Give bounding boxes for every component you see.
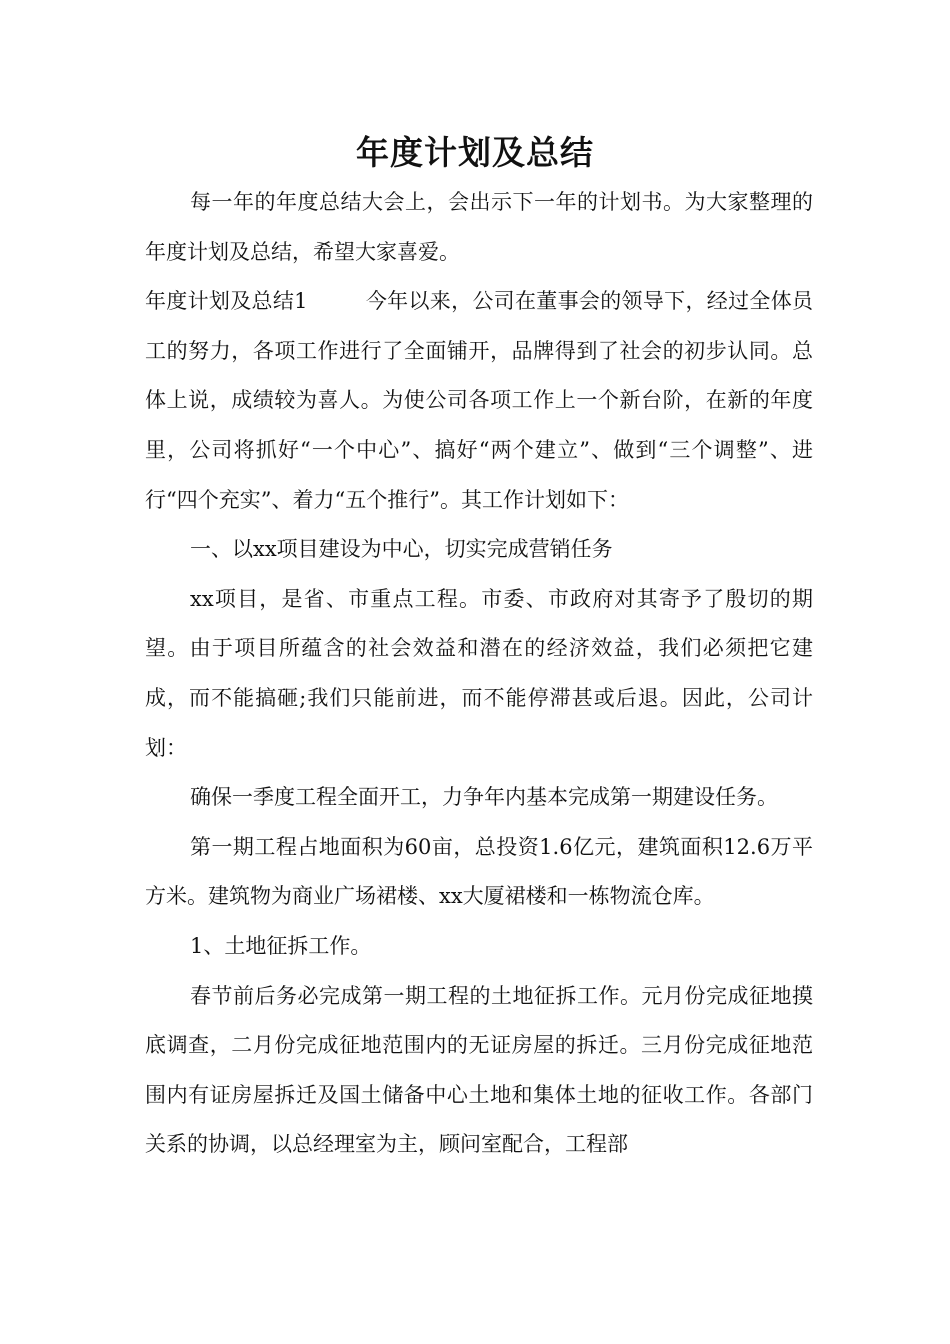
section-1-paragraph [145,277,813,525]
document-title: 年度计划及总结 [356,133,594,172]
document-body [145,178,813,1170]
section-heading: 年度计划及总结1 [145,289,308,314]
project-paragraph: xx项目，是省、市重点工程。市委、市政府对其寄予了殷切的期望。由于项目所蕴含的社会效益和潜在的经济效益，我们必须把它建成，而不能搞砸;我们只能前进，而不能停滞甚或后退。因此，公司计划： [145,586,813,760]
section-lead-text: 今年以来，公司在董事会的领导下，经过全体员工的努力，各项工作进行了全面铺开，品牌得到了社会的初步认同。总体上说，成绩较为喜人。为使公司各项工作上一个新台阶，在新的年度里，公司将抓好“一个中心”、搞好“两个建立”、做到“三个调整”、进行“四个充实”、着力“五个推行”。其工作计划如下： [145,289,813,512]
quarter-goal-paragraph: 确保一季度工程全面开工，力争年内基本完成第一期建设任务。 [190,785,778,810]
land-heading-paragraph: 1、土地征拆工作。 [190,933,372,958]
land-detail-paragraph: 春节前后务必完成第一期工程的土地征拆工作。元月份完成征地摸底调查，二月份完成征地范围内的无证房屋的拆迁。三月份完成征地范围内有证房屋拆迁及国土储备中心土地和集体土地的征收工作。各部门关系的协调，以总经理室为主，顾问室配合，工程部 [145,983,813,1157]
intro-paragraph: 每一年的年度总结大会上，会出示下一年的计划书。为大家整理的年度计划及总结，希望大家喜爱。 [145,190,813,264]
heading-one-paragraph: 一、以xx项目建设为中心，切实完成营销任务 [190,537,613,562]
phase-one-paragraph: 第一期工程占地面积为60亩，总投资1.6亿元，建筑面积12.6万平方米。建筑物为商业广场裙楼、xx大厦裙楼和一栋物流仓库。 [145,834,813,909]
